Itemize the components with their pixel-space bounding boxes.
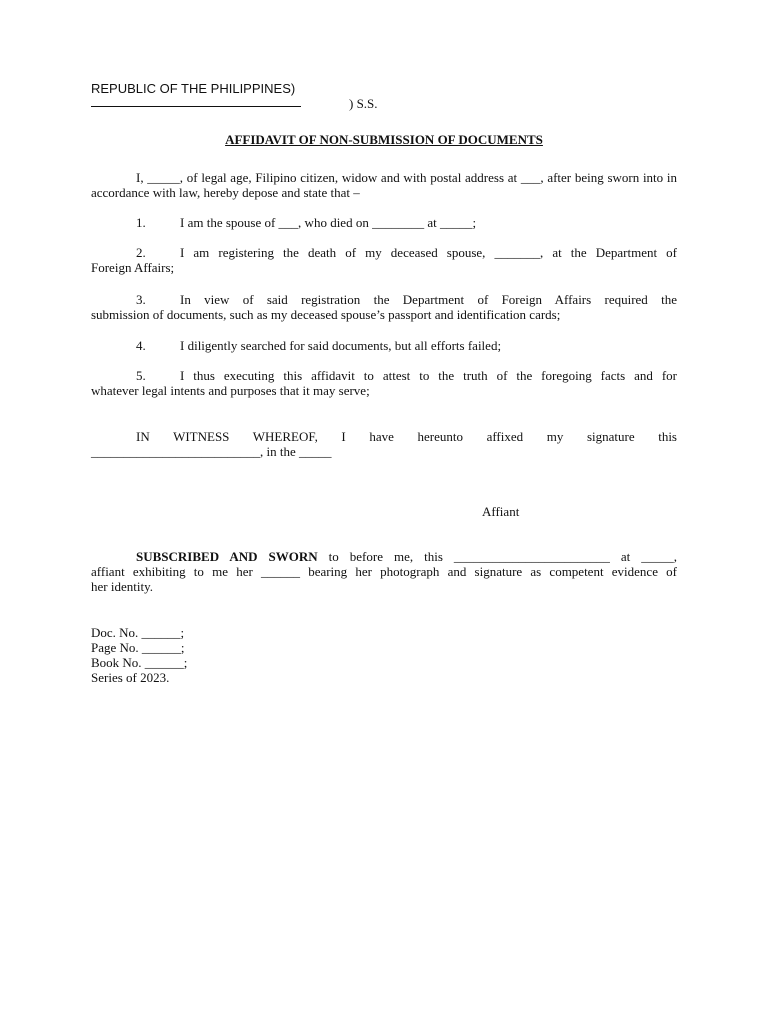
paragraph-number: 4. bbox=[136, 338, 146, 353]
doc-no: Doc. No. ______; bbox=[91, 625, 185, 640]
paragraph-number: 1. bbox=[136, 215, 146, 230]
paragraph-4 bbox=[0, 338, 768, 353]
ss-label: ) S.S. bbox=[349, 96, 378, 111]
paragraph-number: 5. bbox=[136, 368, 146, 383]
paragraph-number: 3. bbox=[136, 292, 146, 307]
jurat-lead: SUBSCRIBED AND SWORN bbox=[136, 549, 318, 564]
intro-paragraph: I, _____, of legal age, Filipino citizen, widow and with postal address at ___, after being sworn into in accordance with law, hereby depose and state that – bbox=[91, 170, 677, 200]
paragraph-text-first-line: I am registering the death of my deceased spouse, _______, at the Department of bbox=[180, 245, 677, 260]
document-title: AFFIDAVIT OF NON-SUBMISSION OF DOCUMENTS bbox=[225, 132, 543, 147]
page-no: Page No. ______; bbox=[91, 640, 185, 655]
jurat-first-line bbox=[91, 549, 677, 564]
venue-underline bbox=[91, 106, 301, 107]
jurat-third-line: her identity. bbox=[91, 579, 153, 594]
paragraph-text-continuation: submission of documents, such as my deceased spouse’s passport and identification cards; bbox=[91, 307, 561, 322]
paragraph-text-first-line: In view of said registration the Department of Foreign Affairs required the bbox=[180, 292, 677, 307]
venue-line: REPUBLIC OF THE PHILIPPINES) bbox=[91, 81, 296, 96]
paragraph-text-continuation: whatever legal intents and purposes that it may serve; bbox=[91, 383, 370, 398]
paragraph-text-continuation: Foreign Affairs; bbox=[91, 260, 175, 275]
jurat-first-line-text: to before me, this ________________________ at _____, bbox=[317, 549, 678, 564]
paragraph-1 bbox=[0, 215, 768, 230]
paragraph-text-first-line: I thus executing this affidavit to attest to the truth of the foregoing facts and for bbox=[180, 368, 677, 383]
paragraph-text: I diligently searched for said documents, but all efforts failed; bbox=[180, 338, 502, 353]
series: Series of 2023. bbox=[91, 670, 170, 685]
witness-date-line: __________________________, in the _____ bbox=[91, 444, 332, 459]
paragraph-3 bbox=[0, 292, 768, 324]
witness-clause: IN WITNESS WHEREOF, I have hereunto affixed my signature this bbox=[136, 429, 677, 444]
book-no: Book No. ______; bbox=[91, 655, 188, 670]
paragraph-text: I am the spouse of ___, who died on ________ at _____; bbox=[180, 215, 477, 230]
paragraph-2 bbox=[0, 245, 768, 277]
jurat bbox=[91, 549, 677, 594]
jurat-second-line: affiant exhibiting to me her ______ bearing her photograph and signature as competent evidence of bbox=[91, 564, 677, 579]
paragraph-5 bbox=[0, 368, 768, 400]
affiant-label: Affiant bbox=[482, 504, 520, 519]
paragraph-number: 2. bbox=[136, 245, 146, 260]
